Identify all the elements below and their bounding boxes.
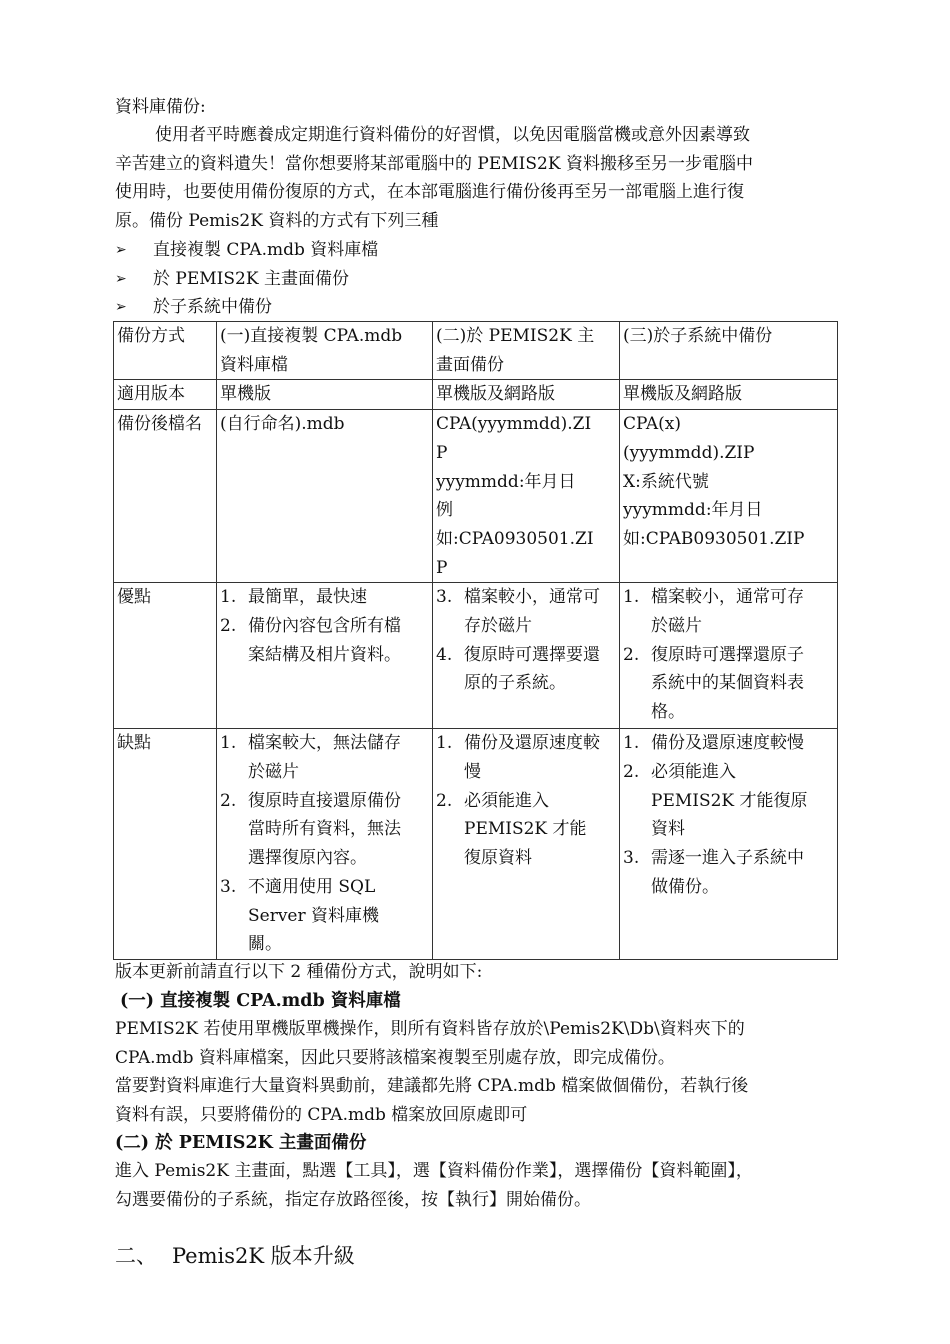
cell-text: 備份及還原速度較 xyxy=(464,733,600,754)
list-item xyxy=(623,844,835,901)
list-number: 1. xyxy=(436,733,453,754)
cell-text: 於磁片 xyxy=(651,616,702,637)
chapter-title: Pemis2K 版本升級 xyxy=(172,1244,355,1268)
cell-text: 如:CPAB0930501.ZIP xyxy=(623,528,805,549)
cell-text: 於磁片 xyxy=(248,762,299,783)
cell-text: 檔案較小，通常可 xyxy=(464,587,600,608)
list-item xyxy=(623,729,835,758)
cell-text: X:系統代號 xyxy=(623,471,709,492)
paragraph-line: 資料有誤，只要將備份的 CPA.mdb 檔案放回原處即可 xyxy=(115,1105,528,1126)
cell-text: 做備份。 xyxy=(651,876,719,897)
list-number: 2. xyxy=(436,790,453,811)
cell-text: yyymmdd:年月日 xyxy=(623,500,763,521)
cell-text: 當時所有資料，無法 xyxy=(248,819,401,840)
numbered-list xyxy=(623,583,835,727)
list-number: 3. xyxy=(220,876,237,897)
table-cell xyxy=(433,583,620,729)
cell-text: 缺點 xyxy=(117,733,151,754)
numbered-list xyxy=(436,729,617,873)
cell-text: P xyxy=(436,557,448,578)
paragraph-line: 當要對資料庫進行大量資料異動前，建議都先將 CPA.mdb 檔案做個備份，若執行後 xyxy=(115,1076,749,1097)
backup-comparison-table xyxy=(113,321,838,960)
intro-line: 原。備份 Pemis2K 資料的方式有下列三種 xyxy=(115,211,439,232)
cell-text: 單機版 xyxy=(220,384,271,405)
table-row xyxy=(114,583,838,729)
list-item xyxy=(623,641,835,727)
cell-text: 復原資料 xyxy=(464,848,532,869)
table-cell xyxy=(217,322,433,380)
paragraph-line: 勾選要備份的子系統，指定存放路徑後，按【執行】開始備份。 xyxy=(115,1189,591,1210)
cell-text: 例 xyxy=(436,500,453,521)
cell-text: (一)直接複製 CPA.mdb xyxy=(220,326,403,346)
page-title: 資料庫備份: xyxy=(115,97,206,117)
table-cell xyxy=(620,322,838,380)
table-cell xyxy=(217,380,433,410)
cell-text: Server 資料庫機 xyxy=(248,905,380,926)
intro-paragraph xyxy=(115,121,835,236)
list-number: 1. xyxy=(623,733,640,754)
cell-text: 資料庫檔 xyxy=(220,354,288,375)
table-cell xyxy=(217,583,433,729)
cell-text: 單機版及網路版 xyxy=(436,384,555,405)
list-number: 3. xyxy=(436,587,453,608)
cell-text: yyymmdd:年月日 xyxy=(436,471,576,492)
table-cell xyxy=(114,729,217,960)
cell-text: 復原時可選擇要還 xyxy=(464,644,600,665)
table-cell xyxy=(433,729,620,960)
list-item xyxy=(436,787,617,873)
cell-text: (自行命名).mdb xyxy=(220,414,345,435)
after-table-note: 版本更新前請直行以下 2 種備份方式，說明如下: xyxy=(115,962,483,982)
section-heading: (一) 直接複製 CPA.mdb 資料庫檔 xyxy=(120,991,401,1011)
cell-text: 需逐一進入子系統中 xyxy=(651,848,804,869)
list-number: 2. xyxy=(220,790,237,811)
section-paragraph xyxy=(115,1015,835,1130)
list-item xyxy=(220,729,430,786)
cell-text: 單機版及網路版 xyxy=(623,384,742,405)
cell-text: 備份及還原速度較慢 xyxy=(651,733,804,754)
list-item xyxy=(436,729,617,786)
cell-text: 必須能進入 xyxy=(464,790,549,811)
list-number: 2. xyxy=(623,644,640,665)
table-cell xyxy=(620,380,838,410)
list-item-text: 直接複製 CPA.mdb 資料庫檔 xyxy=(153,240,379,260)
list-item xyxy=(220,787,430,873)
list-item xyxy=(115,293,378,322)
cell-text: 備份後檔名 xyxy=(117,414,202,435)
cell-text: 備份方式 xyxy=(117,326,185,346)
list-item xyxy=(436,641,617,698)
cell-text: 最簡單，最快速 xyxy=(248,587,367,608)
cell-text: 檔案較小，通常可存 xyxy=(651,587,804,608)
list-item xyxy=(220,583,430,612)
cell-text: CPA(x) xyxy=(623,414,682,435)
cell-text: 系統中的某個資料表 xyxy=(651,673,804,694)
cell-text: PEMIS2K 才能 xyxy=(464,819,587,840)
cell-text: PEMIS2K 才能復原 xyxy=(651,790,808,811)
table-cell xyxy=(114,410,217,583)
cell-text: 適用版本 xyxy=(117,384,185,405)
cell-text: 選擇復原內容。 xyxy=(248,848,367,869)
chapter-number: 二、 xyxy=(115,1244,157,1268)
list-item xyxy=(220,873,430,959)
numbered-list xyxy=(220,583,430,669)
list-item xyxy=(220,612,430,669)
list-item xyxy=(623,758,835,844)
cell-text: (三)於子系統中備份 xyxy=(623,326,773,346)
table-cell xyxy=(114,380,217,410)
intro-line: 使用時，也要使用備份復原的方式，在本部電腦進行備份後再至另一部電腦上進行復 xyxy=(115,182,744,203)
cell-text: 原的子系統。 xyxy=(464,673,566,694)
cell-text: (yyymmdd).ZIP xyxy=(623,442,755,463)
cell-text: 備份內容包含所有檔 xyxy=(248,616,401,637)
table-cell xyxy=(114,583,217,729)
table-cell xyxy=(217,410,433,583)
cell-text: 慢 xyxy=(464,762,481,783)
arrow-bullet-icon: ➢ xyxy=(115,270,127,287)
paragraph-line: CPA.mdb 資料庫檔案，因此只要將該檔案複製至別處存放，即完成備份。 xyxy=(115,1047,675,1068)
list-number: 1. xyxy=(220,733,237,754)
cell-text: 存於磁片 xyxy=(464,616,532,637)
paragraph-line: PEMIS2K 若使用單機版單機操作，則所有資料皆存放於\Pemis2K\Db\資料夾下的 xyxy=(115,1019,745,1039)
cell-text: 畫面備份 xyxy=(436,354,504,375)
cell-text: 如:CPA0930501.ZI xyxy=(436,528,594,549)
list-number: 4. xyxy=(436,644,453,665)
list-number: 1. xyxy=(220,587,237,608)
table-cell xyxy=(620,583,838,729)
table-header-row xyxy=(114,322,838,380)
table-cell xyxy=(620,410,838,583)
cell-text: 必須能進入 xyxy=(651,762,736,783)
table-row xyxy=(114,729,838,960)
table-row xyxy=(114,410,838,583)
cell-text: 案結構及相片資料。 xyxy=(248,644,401,665)
cell-text: 檔案較大，無法儲存 xyxy=(248,733,401,754)
table-row xyxy=(114,380,838,410)
list-number: 3. xyxy=(623,848,640,869)
list-number: 1. xyxy=(623,587,640,608)
list-number: 2. xyxy=(220,616,237,637)
cell-text: 資料 xyxy=(651,819,685,840)
numbered-list xyxy=(436,583,617,698)
table-cell xyxy=(433,380,620,410)
cell-text: CPA(yyymmdd).ZI xyxy=(436,414,592,435)
arrow-bullet-icon: ➢ xyxy=(115,299,127,316)
section-paragraph xyxy=(115,1157,835,1214)
intro-line: 使用者平時應養成定期進行資料備份的好習慣，以免因電腦當機或意外因素導致 xyxy=(155,125,750,145)
cell-text: 關。 xyxy=(248,934,282,955)
table-cell xyxy=(114,322,217,380)
list-item-text: 於子系統中備份 xyxy=(153,297,272,318)
arrow-bullet-icon: ➢ xyxy=(115,242,127,258)
table-cell xyxy=(217,729,433,960)
list-item xyxy=(623,583,835,640)
cell-text: 復原時直接還原備份 xyxy=(248,790,401,811)
intro-line: 辛苦建立的資料遺失！當你想要將某部電腦中的 PEMIS2K 資料搬移至另一步電腦中 xyxy=(115,153,753,174)
list-item-text: 於 PEMIS2K 主畫面備份 xyxy=(153,268,349,289)
cell-text: 優點 xyxy=(117,587,151,608)
section-heading: (二) 於 PEMIS2K 主畫面備份 xyxy=(115,1133,367,1153)
table-cell xyxy=(433,322,620,380)
cell-text: 不適用使用 SQL xyxy=(248,876,376,897)
list-item xyxy=(115,236,378,265)
list-item xyxy=(115,265,378,294)
numbered-list xyxy=(220,729,430,959)
cell-text: (二)於 PEMIS2K 主 xyxy=(436,326,595,346)
paragraph-line: 進入 Pemis2K 主畫面，點選【工具】，選【資料備份作業】，選擇備份【資料範圍】， xyxy=(115,1161,753,1181)
cell-text: 復原時可選擇還原子 xyxy=(651,644,804,665)
cell-text: P xyxy=(436,442,448,463)
list-number: 2. xyxy=(623,762,640,783)
chapter-heading xyxy=(115,1240,355,1272)
numbered-list xyxy=(623,729,835,901)
table-cell xyxy=(433,410,620,583)
backup-methods-list xyxy=(115,236,378,322)
list-item xyxy=(436,583,617,640)
cell-text: 格。 xyxy=(651,702,685,723)
table-cell xyxy=(620,729,838,960)
